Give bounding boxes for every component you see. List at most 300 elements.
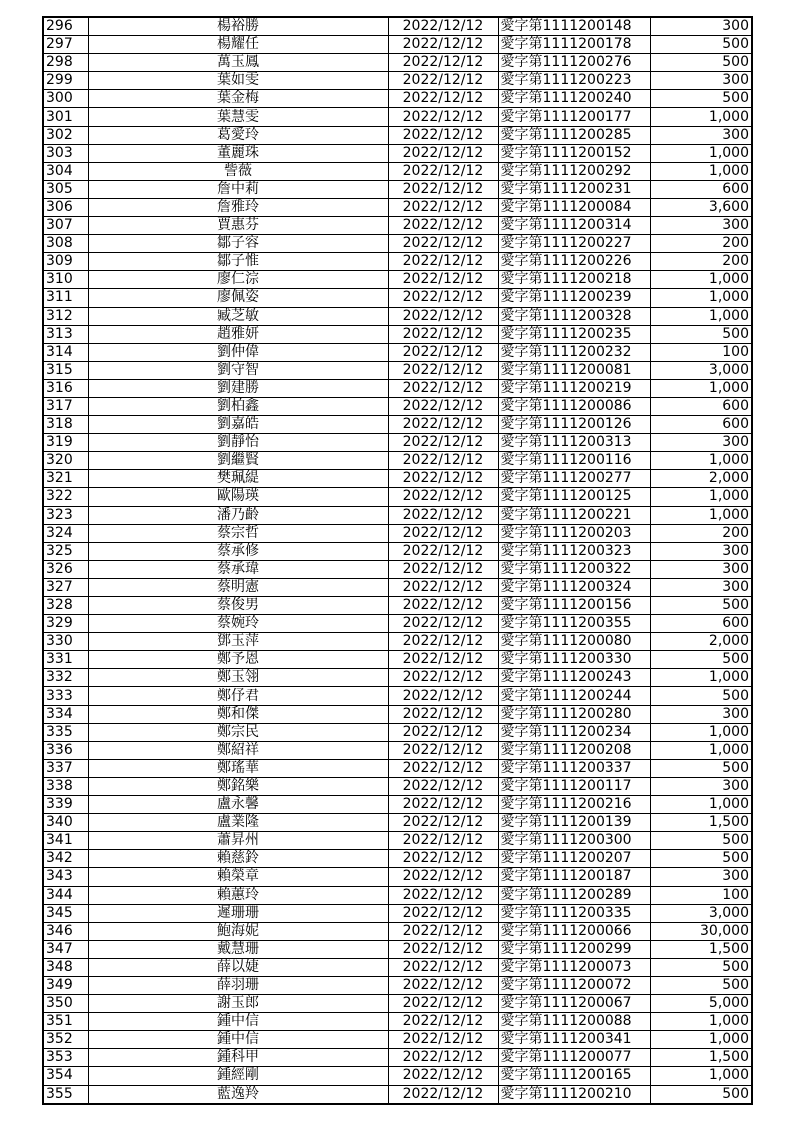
row-number-cell: 355 [43,1085,88,1104]
amount-cell: 3,000 [650,904,752,922]
donor-name-cell: 遲珊珊 [88,904,388,922]
table-row [43,470,752,488]
amount-cell: 1,000 [650,741,752,759]
table-row [43,144,752,162]
donor-name-cell: 鄒子惟 [88,253,388,271]
receipt-number-cell: 愛字第1111200244 [498,687,650,705]
receipt-number-cell: 愛字第1111200240 [498,90,650,108]
date-cell: 2022/12/12 [388,777,498,795]
date-cell: 2022/12/12 [388,1085,498,1104]
table-row [43,814,752,832]
row-number-cell: 340 [43,814,88,832]
table-row [43,416,752,434]
donor-name-cell: 賈惠芬 [88,217,388,235]
row-number-cell: 336 [43,741,88,759]
amount-cell: 30,000 [650,922,752,940]
receipt-number-cell: 愛字第1111200203 [498,524,650,542]
donor-name-cell: 蔡承瑋 [88,560,388,578]
donor-name-cell: 詹雅玲 [88,198,388,216]
table-row [43,995,752,1013]
amount-cell: 1,000 [650,307,752,325]
table-row [43,687,752,705]
amount-cell: 1,000 [650,1031,752,1049]
donor-name-cell: 盧業隆 [88,814,388,832]
amount-cell: 2,000 [650,633,752,651]
amount-cell: 1,000 [650,488,752,506]
donor-name-cell: 鄭瑤華 [88,759,388,777]
date-cell: 2022/12/12 [388,17,498,36]
table-row [43,307,752,325]
date-cell: 2022/12/12 [388,198,498,216]
receipt-number-cell: 愛字第1111200337 [498,759,650,777]
table-row [43,705,752,723]
row-number-cell: 318 [43,416,88,434]
table-row [43,958,752,976]
table-row [43,560,752,578]
amount-cell: 500 [650,36,752,54]
receipt-number-cell: 愛字第1111200148 [498,17,650,36]
amount-cell: 500 [650,687,752,705]
table-row [43,542,752,560]
donor-name-cell: 詹中莉 [88,180,388,198]
row-number-cell: 353 [43,1049,88,1067]
donor-name-cell: 鄭宗民 [88,723,388,741]
row-number-cell: 325 [43,542,88,560]
amount-cell: 300 [650,17,752,36]
donor-name-cell: 鍾科甲 [88,1049,388,1067]
date-cell: 2022/12/12 [388,597,498,615]
donor-name-cell: 鮑海妮 [88,922,388,940]
receipt-number-cell: 愛字第1111200125 [498,488,650,506]
table-row [43,832,752,850]
donor-name-cell: 楊耀任 [88,36,388,54]
date-cell: 2022/12/12 [388,488,498,506]
amount-cell: 1,000 [650,1013,752,1031]
donor-name-cell: 蔡明憲 [88,578,388,596]
amount-cell: 1,500 [650,940,752,958]
row-number-cell: 339 [43,796,88,814]
table-row [43,235,752,253]
date-cell: 2022/12/12 [388,759,498,777]
table-row [43,361,752,379]
donor-name-cell: 葉如雯 [88,72,388,90]
date-cell: 2022/12/12 [388,940,498,958]
row-number-cell: 307 [43,217,88,235]
table-row [43,796,752,814]
receipt-number-cell: 愛字第1111200073 [498,958,650,976]
receipt-number-cell: 愛字第1111200208 [498,741,650,759]
table-row [43,904,752,922]
receipt-number-cell: 愛字第1111200126 [498,416,650,434]
date-cell: 2022/12/12 [388,506,498,524]
row-number-cell: 349 [43,976,88,994]
date-cell: 2022/12/12 [388,235,498,253]
receipt-number-cell: 愛字第1111200084 [498,198,650,216]
donor-name-cell: 劉柏鑫 [88,397,388,415]
table-row [43,578,752,596]
amount-cell: 5,000 [650,995,752,1013]
receipt-number-cell: 愛字第1111200139 [498,814,650,832]
table-row [43,108,752,126]
receipt-number-cell: 愛字第1111200234 [498,723,650,741]
date-cell: 2022/12/12 [388,814,498,832]
receipt-number-cell: 愛字第1111200335 [498,904,650,922]
amount-cell: 600 [650,416,752,434]
table-row [43,397,752,415]
receipt-number-cell: 愛字第1111200289 [498,886,650,904]
row-number-cell: 297 [43,36,88,54]
table-row [43,1031,752,1049]
donor-name-cell: 葉金梅 [88,90,388,108]
amount-cell: 600 [650,397,752,415]
amount-cell: 300 [650,868,752,886]
receipt-number-cell: 愛字第1111200313 [498,434,650,452]
table-row [43,886,752,904]
donor-name-cell: 鄭予恩 [88,651,388,669]
date-cell: 2022/12/12 [388,832,498,850]
table-row [43,597,752,615]
date-cell: 2022/12/12 [388,289,498,307]
date-cell: 2022/12/12 [388,162,498,180]
amount-cell: 500 [650,54,752,72]
amount-cell: 500 [650,651,752,669]
receipt-number-cell: 愛字第1111200218 [498,271,650,289]
table-body [43,17,752,1104]
row-number-cell: 324 [43,524,88,542]
table-row [43,271,752,289]
table-row [43,741,752,759]
amount-cell: 500 [650,759,752,777]
receipt-number-cell: 愛字第1111200066 [498,922,650,940]
date-cell: 2022/12/12 [388,651,498,669]
row-number-cell: 352 [43,1031,88,1049]
date-cell: 2022/12/12 [388,1049,498,1067]
table-row [43,1013,752,1031]
donor-name-cell: 樊珮緹 [88,470,388,488]
amount-cell: 2,000 [650,470,752,488]
donor-name-cell: 萬玉鳳 [88,54,388,72]
row-number-cell: 323 [43,506,88,524]
table-row [43,434,752,452]
table-row [43,36,752,54]
donor-name-cell: 戴慧珊 [88,940,388,958]
row-number-cell: 343 [43,868,88,886]
amount-cell: 300 [650,126,752,144]
row-number-cell: 342 [43,850,88,868]
date-cell: 2022/12/12 [388,379,498,397]
donor-name-cell: 鍾經剛 [88,1067,388,1085]
date-cell: 2022/12/12 [388,307,498,325]
donor-name-cell: 薛羽珊 [88,976,388,994]
receipt-number-cell: 愛字第1111200221 [498,506,650,524]
table-row [43,850,752,868]
donor-name-cell: 潘乃齡 [88,506,388,524]
amount-cell: 1,000 [650,289,752,307]
donor-name-cell: 廖仁淙 [88,271,388,289]
receipt-number-cell: 愛字第1111200152 [498,144,650,162]
date-cell: 2022/12/12 [388,54,498,72]
row-number-cell: 321 [43,470,88,488]
table-row [43,922,752,940]
date-cell: 2022/12/12 [388,922,498,940]
date-cell: 2022/12/12 [388,524,498,542]
date-cell: 2022/12/12 [388,72,498,90]
row-number-cell: 312 [43,307,88,325]
amount-cell: 1,000 [650,144,752,162]
amount-cell: 1,000 [650,506,752,524]
date-cell: 2022/12/12 [388,271,498,289]
table-row [43,759,752,777]
table-row [43,1085,752,1104]
donor-name-cell: 鍾中信 [88,1031,388,1049]
row-number-cell: 331 [43,651,88,669]
receipt-number-cell: 愛字第1111200156 [498,597,650,615]
amount-cell: 600 [650,615,752,633]
receipt-number-cell: 愛字第1111200324 [498,578,650,596]
amount-cell: 100 [650,343,752,361]
receipt-number-cell: 愛字第1111200299 [498,940,650,958]
row-number-cell: 327 [43,578,88,596]
receipt-number-cell: 愛字第1111200187 [498,868,650,886]
donor-name-cell: 葉慧雯 [88,108,388,126]
date-cell: 2022/12/12 [388,253,498,271]
donor-name-cell: 劉靜怡 [88,434,388,452]
receipt-number-cell: 愛字第1111200080 [498,633,650,651]
receipt-number-cell: 愛字第1111200072 [498,976,650,994]
row-number-cell: 328 [43,597,88,615]
table-row [43,198,752,216]
row-number-cell: 354 [43,1067,88,1085]
row-number-cell: 351 [43,1013,88,1031]
receipt-number-cell: 愛字第1111200292 [498,162,650,180]
donor-name-cell: 訾薇 [88,162,388,180]
table-row [43,940,752,958]
date-cell: 2022/12/12 [388,180,498,198]
donor-name-cell: 廖佩姿 [88,289,388,307]
amount-cell: 500 [650,90,752,108]
receipt-number-cell: 愛字第1111200341 [498,1031,650,1049]
donor-name-cell: 鄭伃君 [88,687,388,705]
donor-name-cell: 劉繼賢 [88,452,388,470]
amount-cell: 1,000 [650,796,752,814]
table-row [43,17,752,36]
receipt-number-cell: 愛字第1111200235 [498,325,650,343]
date-cell: 2022/12/12 [388,1013,498,1031]
row-number-cell: 320 [43,452,88,470]
table-row [43,506,752,524]
receipt-number-cell: 愛字第1111200231 [498,180,650,198]
receipt-number-cell: 愛字第1111200067 [498,995,650,1013]
row-number-cell: 304 [43,162,88,180]
donor-name-cell: 蔡宗哲 [88,524,388,542]
row-number-cell: 305 [43,180,88,198]
date-cell: 2022/12/12 [388,325,498,343]
table-row [43,868,752,886]
donor-name-cell: 趙雅妍 [88,325,388,343]
amount-cell: 500 [650,958,752,976]
amount-cell: 1,500 [650,814,752,832]
donor-name-cell: 蔡俊男 [88,597,388,615]
date-cell: 2022/12/12 [388,560,498,578]
donor-name-cell: 蕭昇州 [88,832,388,850]
date-cell: 2022/12/12 [388,452,498,470]
receipt-number-cell: 愛字第1111200243 [498,669,650,687]
date-cell: 2022/12/12 [388,669,498,687]
table-row [43,325,752,343]
donor-name-cell: 劉嘉皓 [88,416,388,434]
row-number-cell: 347 [43,940,88,958]
receipt-number-cell: 愛字第1111200081 [498,361,650,379]
row-number-cell: 322 [43,488,88,506]
table-row [43,72,752,90]
receipt-number-cell: 愛字第1111200219 [498,379,650,397]
table-row [43,126,752,144]
table-row [43,253,752,271]
row-number-cell: 313 [43,325,88,343]
receipt-number-cell: 愛字第1111200239 [498,289,650,307]
receipt-number-cell: 愛字第1111200207 [498,850,650,868]
donor-name-cell: 劉建勝 [88,379,388,397]
table-row [43,488,752,506]
row-number-cell: 299 [43,72,88,90]
donor-name-cell: 盧永馨 [88,796,388,814]
date-cell: 2022/12/12 [388,868,498,886]
row-number-cell: 300 [43,90,88,108]
receipt-number-cell: 愛字第1111200226 [498,253,650,271]
row-number-cell: 341 [43,832,88,850]
amount-cell: 1,000 [650,271,752,289]
row-number-cell: 298 [43,54,88,72]
donor-name-cell: 鍾中信 [88,1013,388,1031]
table-row [43,54,752,72]
amount-cell: 1,000 [650,108,752,126]
donor-name-cell: 薛以婕 [88,958,388,976]
receipt-number-cell: 愛字第1111200300 [498,832,650,850]
date-cell: 2022/12/12 [388,687,498,705]
date-cell: 2022/12/12 [388,958,498,976]
receipt-number-cell: 愛字第1111200280 [498,705,650,723]
donor-name-cell: 賴蕙玲 [88,886,388,904]
amount-cell: 1,000 [650,452,752,470]
receipt-number-cell: 愛字第1111200277 [498,470,650,488]
amount-cell: 1,000 [650,669,752,687]
row-number-cell: 333 [43,687,88,705]
donor-name-cell: 鄭銘樂 [88,777,388,795]
donor-name-cell: 臧芝敏 [88,307,388,325]
row-number-cell: 350 [43,995,88,1013]
amount-cell: 300 [650,578,752,596]
amount-cell: 500 [650,597,752,615]
amount-cell: 500 [650,850,752,868]
date-cell: 2022/12/12 [388,741,498,759]
date-cell: 2022/12/12 [388,542,498,560]
amount-cell: 600 [650,180,752,198]
date-cell: 2022/12/12 [388,144,498,162]
amount-cell: 1,000 [650,1067,752,1085]
donor-name-cell: 鄭玉翎 [88,669,388,687]
table-row [43,723,752,741]
receipt-number-cell: 愛字第1111200165 [498,1067,650,1085]
row-number-cell: 334 [43,705,88,723]
row-number-cell: 326 [43,560,88,578]
row-number-cell: 306 [43,198,88,216]
row-number-cell: 308 [43,235,88,253]
date-cell: 2022/12/12 [388,343,498,361]
table-row [43,615,752,633]
donor-name-cell: 蔡承修 [88,542,388,560]
amount-cell: 500 [650,1085,752,1104]
row-number-cell: 301 [43,108,88,126]
table-row [43,1067,752,1085]
date-cell: 2022/12/12 [388,796,498,814]
row-number-cell: 330 [43,633,88,651]
table-row [43,180,752,198]
table-row [43,343,752,361]
date-cell: 2022/12/12 [388,397,498,415]
amount-cell: 1,500 [650,1049,752,1067]
date-cell: 2022/12/12 [388,886,498,904]
table-row [43,777,752,795]
row-number-cell: 344 [43,886,88,904]
receipt-number-cell: 愛字第1111200177 [498,108,650,126]
amount-cell: 300 [650,705,752,723]
table-row [43,452,752,470]
row-number-cell: 338 [43,777,88,795]
amount-cell: 1,000 [650,379,752,397]
amount-cell: 300 [650,434,752,452]
row-number-cell: 335 [43,723,88,741]
receipt-number-cell: 愛字第1111200117 [498,777,650,795]
date-cell: 2022/12/12 [388,470,498,488]
donor-name-cell: 藍逸羚 [88,1085,388,1104]
date-cell: 2022/12/12 [388,705,498,723]
row-number-cell: 332 [43,669,88,687]
amount-cell: 200 [650,253,752,271]
donor-name-cell: 楊裕勝 [88,17,388,36]
donation-table [42,16,753,1105]
amount-cell: 300 [650,72,752,90]
donor-name-cell: 葛愛玲 [88,126,388,144]
receipt-number-cell: 愛字第1111200178 [498,36,650,54]
row-number-cell: 317 [43,397,88,415]
date-cell: 2022/12/12 [388,578,498,596]
receipt-number-cell: 愛字第1111200216 [498,796,650,814]
row-number-cell: 302 [43,126,88,144]
amount-cell: 300 [650,777,752,795]
row-number-cell: 346 [43,922,88,940]
date-cell: 2022/12/12 [388,126,498,144]
date-cell: 2022/12/12 [388,995,498,1013]
date-cell: 2022/12/12 [388,36,498,54]
row-number-cell: 319 [43,434,88,452]
table-row [43,162,752,180]
row-number-cell: 303 [43,144,88,162]
date-cell: 2022/12/12 [388,1031,498,1049]
row-number-cell: 316 [43,379,88,397]
donor-name-cell: 劉守智 [88,361,388,379]
amount-cell: 1,000 [650,162,752,180]
receipt-number-cell: 愛字第1111200276 [498,54,650,72]
date-cell: 2022/12/12 [388,633,498,651]
amount-cell: 500 [650,832,752,850]
receipt-number-cell: 愛字第1111200210 [498,1085,650,1104]
donor-name-cell: 賴慈鈴 [88,850,388,868]
date-cell: 2022/12/12 [388,90,498,108]
donor-name-cell: 賴榮章 [88,868,388,886]
table-row [43,289,752,307]
date-cell: 2022/12/12 [388,1067,498,1085]
table-row [43,217,752,235]
